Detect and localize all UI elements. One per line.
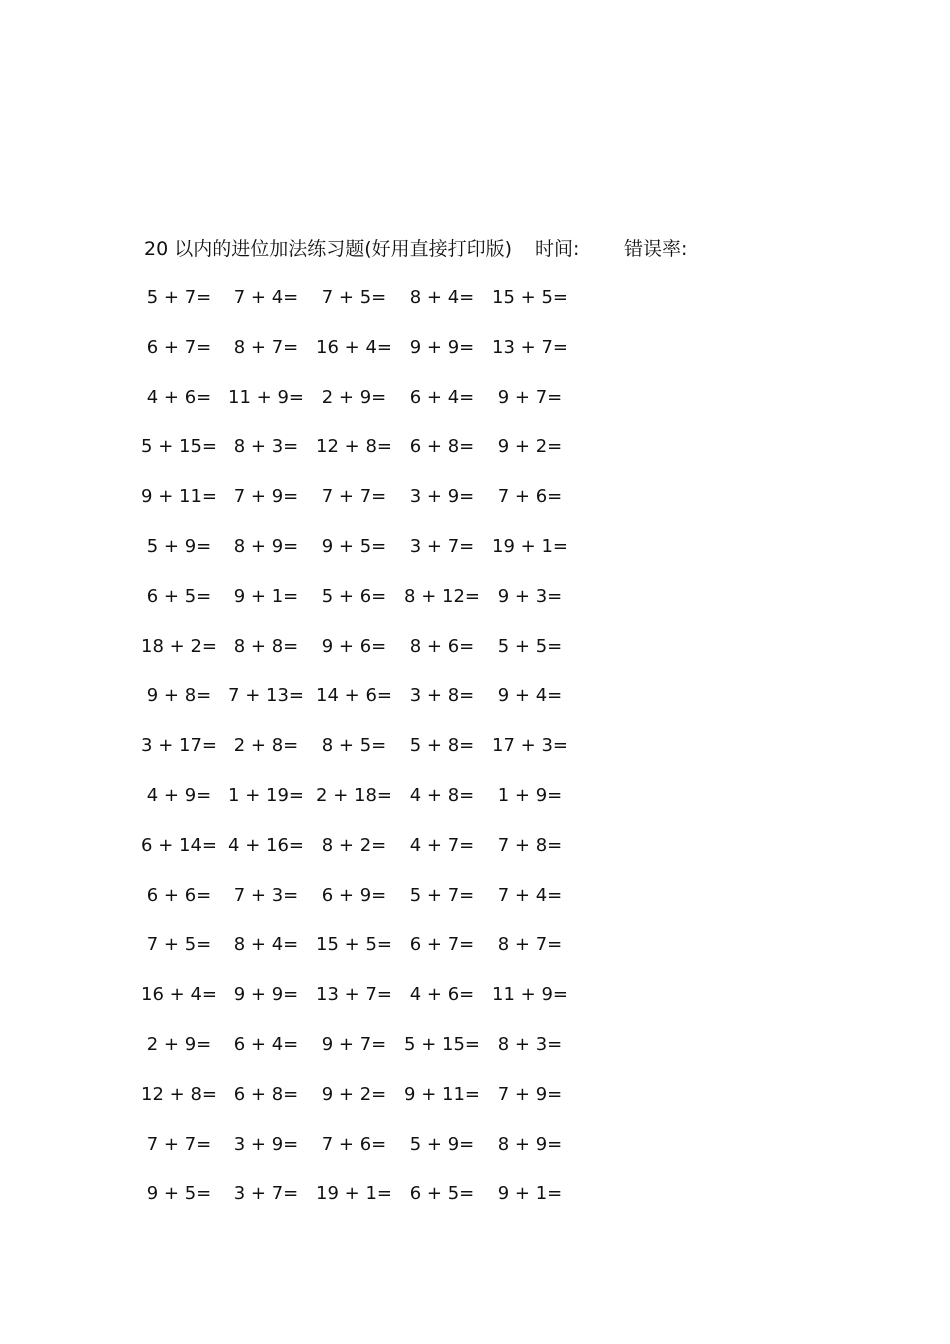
addition-problem: 16 + 4=: [141, 984, 217, 1006]
addition-problem: 5 + 6=: [321, 585, 387, 607]
addition-problem: 7 + 5=: [146, 934, 212, 956]
addition-problem: 8 + 7=: [233, 336, 299, 358]
addition-problem: 9 + 11=: [141, 486, 217, 508]
addition-problem: 8 + 6=: [409, 635, 475, 657]
addition-problem: 7 + 6=: [321, 1133, 387, 1155]
addition-problem: 4 + 6=: [146, 386, 212, 408]
addition-problem: 6 + 6=: [146, 884, 212, 906]
addition-problem: 19 + 1=: [316, 1183, 392, 1205]
addition-problem: 19 + 1=: [492, 535, 568, 557]
addition-problem: 6 + 7=: [146, 336, 212, 358]
addition-problem: 8 + 4=: [233, 934, 299, 956]
addition-problem: 9 + 1=: [497, 1183, 563, 1205]
addition-problem: 13 + 7=: [316, 984, 392, 1006]
addition-problem: 14 + 6=: [316, 685, 392, 707]
addition-problem: 9 + 3=: [497, 585, 563, 607]
addition-problem: 9 + 2=: [497, 436, 563, 458]
addition-problem: 2 + 9=: [321, 386, 387, 408]
addition-problem: 9 + 9=: [233, 984, 299, 1006]
addition-problem: 8 + 2=: [321, 834, 387, 856]
addition-problem: 7 + 4=: [497, 884, 563, 906]
addition-problem: 7 + 7=: [321, 486, 387, 508]
addition-problem: 11 + 9=: [228, 386, 304, 408]
addition-problem: 6 + 14=: [141, 834, 217, 856]
addition-problem: 9 + 7=: [497, 386, 563, 408]
addition-problem: 15 + 5=: [492, 287, 568, 308]
problem-row: [140, 584, 590, 634]
problem-grid: [140, 285, 590, 1231]
problem-row: [140, 534, 590, 584]
problem-row: [140, 1132, 590, 1182]
addition-problem: 4 + 7=: [409, 834, 475, 856]
addition-problem: 7 + 13=: [228, 685, 304, 707]
addition-problem: 1 + 9=: [497, 784, 563, 806]
addition-problem: 2 + 18=: [316, 784, 392, 806]
addition-problem: 9 + 1=: [233, 585, 299, 607]
problem-row: [140, 982, 590, 1032]
problem-row: [140, 634, 590, 684]
addition-problem: 5 + 7=: [146, 287, 212, 308]
addition-problem: 5 + 8=: [409, 735, 475, 757]
addition-problem: 4 + 9=: [146, 784, 212, 806]
addition-problem: 7 + 9=: [233, 486, 299, 508]
addition-problem: 7 + 7=: [146, 1133, 212, 1155]
problem-row: [140, 484, 590, 534]
addition-problem: 9 + 11=: [404, 1083, 480, 1105]
addition-problem: 8 + 7=: [497, 934, 563, 956]
addition-problem: 6 + 4=: [233, 1033, 299, 1055]
addition-problem: 5 + 9=: [146, 535, 212, 557]
addition-problem: 9 + 9=: [409, 336, 475, 358]
addition-problem: 4 + 8=: [409, 784, 475, 806]
addition-problem: 11 + 9=: [492, 984, 568, 1006]
addition-problem: 8 + 9=: [497, 1133, 563, 1155]
problem-row: [140, 1082, 590, 1132]
addition-problem: 12 + 8=: [141, 1083, 217, 1105]
addition-problem: 12 + 8=: [316, 436, 392, 458]
addition-problem: 9 + 7=: [321, 1033, 387, 1055]
addition-problem: 3 + 9=: [409, 486, 475, 508]
problem-row: [140, 932, 590, 982]
addition-problem: 7 + 4=: [233, 287, 299, 308]
addition-problem: 8 + 3=: [233, 436, 299, 458]
addition-problem: 7 + 6=: [497, 486, 563, 508]
addition-problem: 4 + 16=: [228, 834, 304, 856]
addition-problem: 6 + 9=: [321, 884, 387, 906]
problem-row: [140, 335, 590, 385]
addition-problem: 16 + 4=: [316, 336, 392, 358]
addition-problem: 6 + 4=: [409, 386, 475, 408]
problem-row: [140, 733, 590, 783]
addition-problem: 3 + 7=: [233, 1183, 299, 1205]
addition-problem: 9 + 4=: [497, 685, 563, 707]
addition-problem: 3 + 8=: [409, 685, 475, 707]
addition-problem: 5 + 9=: [409, 1133, 475, 1155]
addition-problem: 6 + 7=: [409, 934, 475, 956]
addition-problem: 1 + 19=: [228, 784, 304, 806]
addition-problem: 6 + 5=: [409, 1183, 475, 1205]
addition-problem: 5 + 7=: [409, 884, 475, 906]
addition-problem: 2 + 8=: [233, 735, 299, 757]
addition-problem: 3 + 17=: [141, 735, 217, 757]
addition-problem: 7 + 8=: [497, 834, 563, 856]
problem-row: [140, 1032, 590, 1082]
addition-problem: 5 + 5=: [497, 635, 563, 657]
addition-problem: 8 + 4=: [409, 287, 475, 308]
page-title: 20 以内的进位加法练习题(好用直接打印版): [144, 238, 513, 260]
addition-problem: 2 + 9=: [146, 1033, 212, 1055]
problem-row: [140, 883, 590, 933]
addition-problem: 9 + 5=: [321, 535, 387, 557]
addition-problem: 5 + 15=: [404, 1033, 480, 1055]
addition-problem: 9 + 8=: [146, 685, 212, 707]
addition-problem: 17 + 3=: [492, 735, 568, 757]
addition-problem: 6 + 8=: [409, 436, 475, 458]
problem-row: [140, 434, 590, 484]
time-label: 时间:: [535, 238, 580, 260]
addition-problem: 4 + 6=: [409, 984, 475, 1006]
addition-problem: 3 + 7=: [409, 535, 475, 557]
addition-problem: 9 + 6=: [321, 635, 387, 657]
addition-problem: 7 + 3=: [233, 884, 299, 906]
addition-problem: 7 + 9=: [497, 1083, 563, 1105]
problem-row: [140, 783, 590, 833]
addition-problem: 6 + 5=: [146, 585, 212, 607]
problem-row: [140, 833, 590, 883]
addition-problem: 8 + 3=: [497, 1033, 563, 1055]
addition-problem: 18 + 2=: [141, 635, 217, 657]
addition-problem: 9 + 2=: [321, 1083, 387, 1105]
addition-problem: 8 + 8=: [233, 635, 299, 657]
addition-problem: 6 + 8=: [233, 1083, 299, 1105]
addition-problem: 13 + 7=: [492, 336, 568, 358]
problem-row: [140, 285, 590, 335]
problem-row: [140, 683, 590, 733]
addition-problem: 9 + 5=: [146, 1183, 212, 1205]
addition-problem: 3 + 9=: [233, 1133, 299, 1155]
error-rate-label: 错误率:: [624, 238, 688, 260]
addition-problem: 8 + 5=: [321, 735, 387, 757]
addition-problem: 8 + 12=: [404, 585, 480, 607]
addition-problem: 15 + 5=: [316, 934, 392, 956]
addition-problem: 7 + 5=: [321, 287, 387, 308]
addition-problem: 5 + 15=: [141, 436, 217, 458]
problem-row: [140, 1181, 590, 1231]
addition-problem: 8 + 9=: [233, 535, 299, 557]
problem-row: [140, 385, 590, 435]
